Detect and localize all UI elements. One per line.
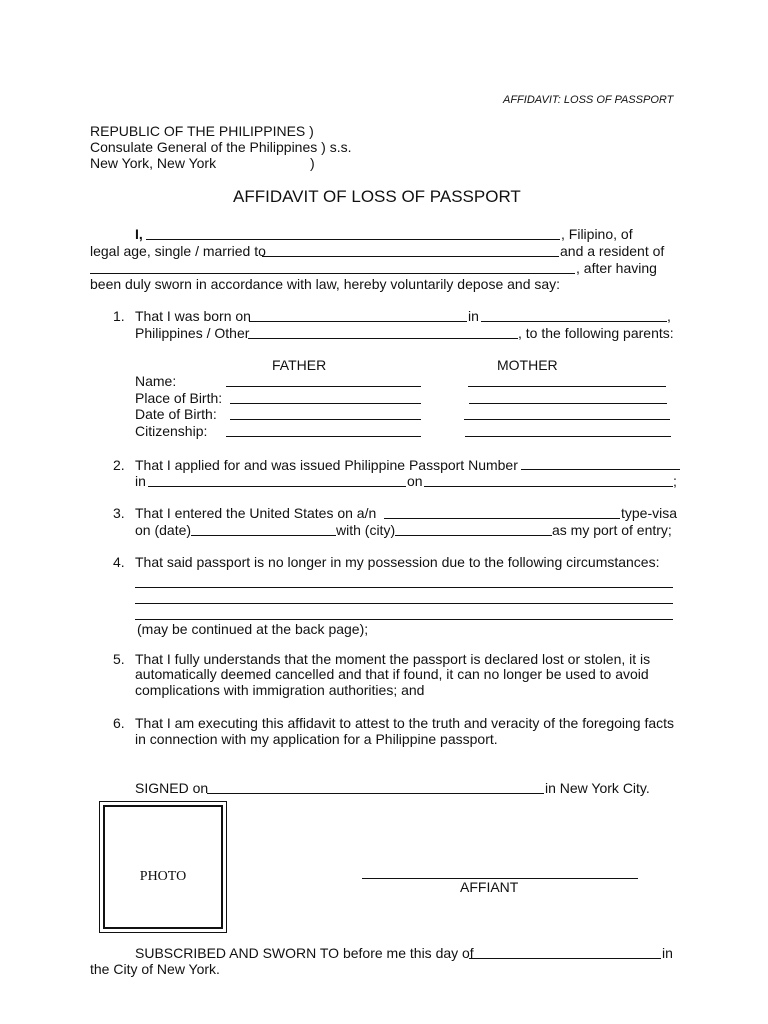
item-1-number: 1. [113, 308, 125, 324]
father-citizenship-field[interactable] [226, 436, 421, 437]
intro-sworn: been duly sworn in accordance with law, hereby voluntarily depose and say: [90, 276, 561, 292]
item-1-born-on: That I was born on [135, 308, 251, 324]
item-2-number: 2. [113, 457, 125, 473]
father-name-field[interactable] [226, 386, 421, 387]
item-6-number: 6. [113, 715, 125, 731]
parent-citizenship-label: Citizenship: [135, 423, 208, 439]
venue-republic: REPUBLIC OF THE PHILIPPINES ) [90, 123, 314, 139]
item-6-line-1: That I am executing this affidavit to attest to the truth and veracity of the foregoing facts [135, 715, 675, 731]
residence-address-field[interactable] [90, 273, 575, 274]
item-5-number: 5. [113, 651, 125, 667]
affiant-label: AFFIANT [460, 879, 519, 895]
sworn-city: the City of New York. [90, 961, 220, 977]
parent-birthdate-label: Date of Birth: [135, 406, 217, 422]
circumstances-line-1[interactable] [135, 587, 673, 588]
circumstances-line-2[interactable] [135, 603, 673, 604]
mother-birthplace-field[interactable] [469, 403, 667, 404]
birth-place-field[interactable] [481, 321, 667, 322]
sworn-in: in [662, 945, 673, 961]
venue-city: New York, New York [90, 155, 217, 171]
parent-name-label: Name: [135, 373, 177, 389]
affiant-name-field[interactable] [146, 239, 560, 240]
item-2-on: on [407, 473, 423, 489]
venue-consulate: Consulate General of the Philippines ) s.s. [90, 139, 352, 155]
photo-label: PHOTO [139, 869, 187, 884]
passport-number-field[interactable] [521, 469, 680, 470]
mother-citizenship-field[interactable] [465, 436, 671, 437]
father-birthdate-field[interactable] [230, 419, 421, 420]
sworn-date-field[interactable] [469, 958, 661, 959]
parent-birthplace-label: Place of Birth: [135, 390, 223, 406]
item-1-parents: , to the following parents: [518, 325, 674, 341]
spouse-name-field[interactable] [262, 256, 559, 257]
item-5-line-1: That I fully understands that the moment the passport is declared lost or stolen, it is [135, 651, 651, 667]
item-4-continued: (may be continued at the back page); [137, 621, 369, 637]
passport-issue-date-field[interactable] [424, 486, 673, 487]
venue-paren: ) [310, 155, 315, 171]
document-header-label: AFFIDAVIT: LOSS OF PASSPORT [503, 94, 674, 106]
intro-legal-age: legal age, single / married to [90, 243, 266, 259]
item-5-line-3: complications with immigration authorities; and [135, 682, 425, 698]
circumstances-line-3[interactable] [135, 619, 673, 620]
visa-type-field[interactable] [384, 518, 620, 519]
item-1-country: Philippines / Other [135, 325, 250, 341]
mother-birthdate-field[interactable] [464, 419, 670, 420]
item-1-in: in [468, 308, 479, 324]
item-5-line-2: automatically deemed cancelled and that if found, it can no longer be used to avoid [135, 666, 649, 682]
item-2-semicolon: ; [673, 473, 677, 489]
signed-on-label: SIGNED on [135, 780, 209, 796]
birth-date-field[interactable] [249, 321, 467, 322]
mother-name-field[interactable] [468, 386, 666, 387]
item-3-visa: type-visa [621, 505, 678, 521]
intro-i: I, [135, 226, 143, 242]
intro-after-having: , after having [576, 260, 657, 276]
sworn-text: SUBSCRIBED AND SWORN TO before me this day of [135, 945, 474, 961]
father-birthplace-field[interactable] [230, 403, 421, 404]
item-2-in: in [135, 473, 146, 489]
item-3-text: That I entered the United States on a/n [135, 505, 377, 521]
photo-box [99, 801, 227, 933]
item-4-number: 4. [113, 554, 125, 570]
intro-resident: and a resident of [560, 243, 665, 259]
page-title: AFFIDAVIT OF LOSS OF PASSPORT [233, 187, 521, 206]
entry-date-field[interactable] [191, 535, 336, 536]
item-3-entry: as my port of entry; [552, 522, 672, 538]
item-2-text: That I applied for and was issued Philippine Passport Number [135, 457, 518, 473]
mother-heading: MOTHER [497, 357, 558, 373]
father-heading: FATHER [272, 357, 327, 373]
item-6-line-2: in connection with my application for a Philippine passport. [135, 731, 498, 747]
item-4-text: That said passport is no longer in my possession due to the following circumstances: [135, 554, 660, 570]
passport-issue-place-field[interactable] [148, 486, 406, 487]
signed-city: in New York City. [545, 780, 650, 796]
intro-filipino: , Filipino, of [561, 226, 633, 242]
item-3-number: 3. [113, 505, 125, 521]
item-1-comma: , [667, 308, 671, 324]
item-3-city-label: with (city) [336, 522, 396, 538]
signed-date-field[interactable] [207, 793, 544, 794]
entry-city-field[interactable] [395, 535, 552, 536]
item-3-date-label: on (date) [135, 522, 192, 538]
birth-country-field[interactable] [248, 338, 518, 339]
